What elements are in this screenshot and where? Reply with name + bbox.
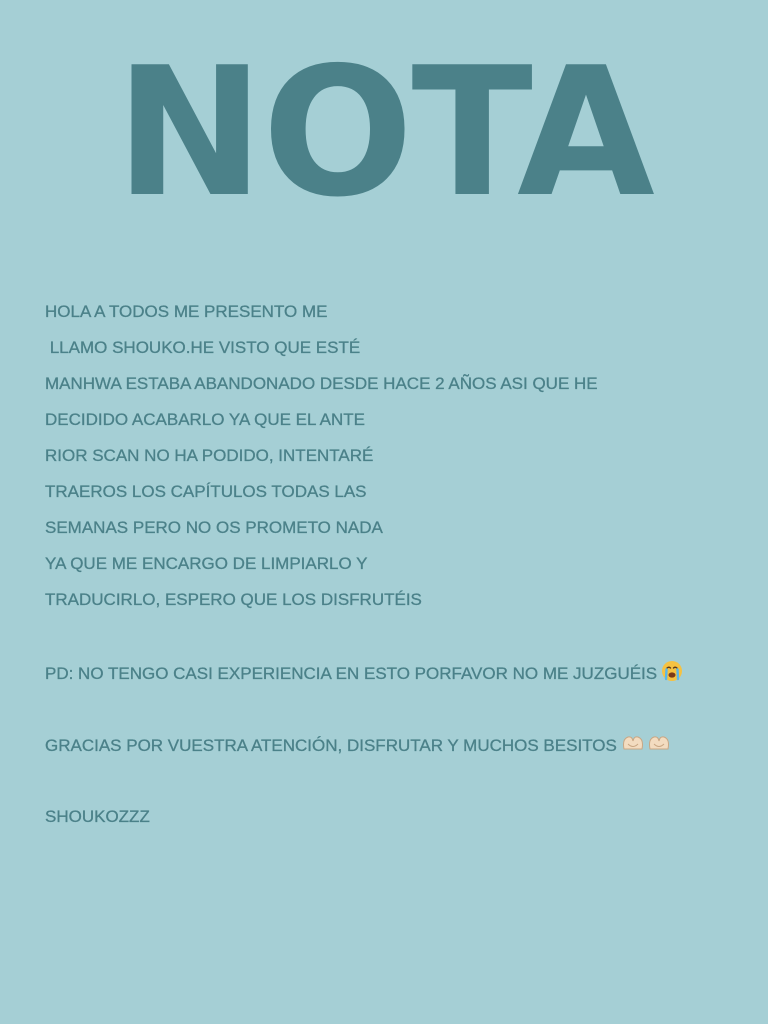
note-line: TRAEROS LOS CAPÍTULOS TODAS LAS [45,482,367,501]
note-line: DECIDIDO ACABARLO YA QUE EL ANTE [45,410,365,429]
thanks-line [45,733,673,760]
signature: SHOUKOZZZ [45,807,150,826]
note-line: LLAMO SHOUKO.HE VISTO QUE ESTÉ [45,338,361,357]
heart-hands-icon [621,733,673,760]
page-title: NOTA [115,29,653,236]
note-line: YA QUE ME ENCARGO DE LIMPIARLO Y [45,554,368,573]
crying-face-icon [661,660,683,689]
note-line: HOLA A TODOS ME PRESENTO ME [45,302,328,321]
pd-line [45,660,683,689]
pd-text: PD: NO TENGO CASI EXPERIENCIA EN ESTO PORFAVOR NO ME JUZGUÉIS [45,663,658,683]
note-line: TRADUCIRLO, ESPERO QUE LOS DISFRUTÉIS [45,590,422,609]
note-line: RIOR SCAN NO HA PODIDO, INTENTARÉ [45,446,374,465]
note-line: SEMANAS PERO NO OS PROMETO NADA [45,518,383,537]
note-line: MANHWA ESTABA ABANDONADO DESDE HACE 2 AÑOS ASI QUE HE [45,374,598,393]
thanks-text: GRACIAS POR VUESTRA ATENCIÓN, DISFRUTAR Y MUCHOS BESITOS [45,735,617,755]
